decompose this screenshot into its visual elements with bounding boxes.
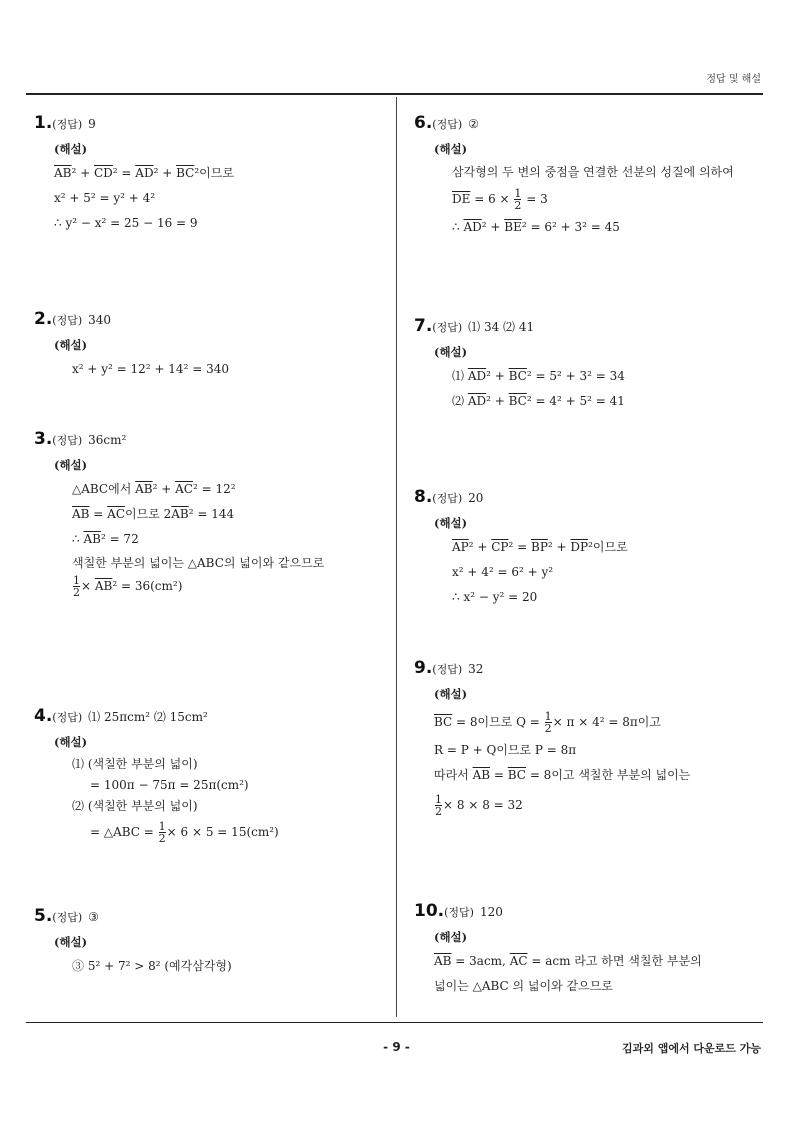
explanation-line: 따라서 $\overline{AB} = \overline{BC} = 8$이고 색칠한 부분의 넓이는 <box>434 768 691 782</box>
page-number: - 9 - <box>383 1040 410 1054</box>
explanation-line: ∴ x² − y² = 20 <box>452 590 538 604</box>
problem-number: 1. <box>34 113 53 133</box>
problem-1 <box>34 113 374 236</box>
explanation-line: △ABC에서 $\overline{AB}^2 + \overline{AC}^2 = 12^2$ <box>72 482 236 496</box>
answer-value: ⑴ 25πcm² ⑵ 15cm² <box>88 710 208 724</box>
explanation-label: (해설) <box>54 935 88 949</box>
explanation-line: ∴ $\overline{AB}^2 = 72$ <box>72 532 139 546</box>
explanation-line: R = P + Q이므로 P = 8π <box>434 743 577 757</box>
explanation-line: x² + 4² = 6² + y² <box>452 565 554 579</box>
explanation-label: (해설) <box>54 458 88 472</box>
explanation-line: ⑵ (색칠한 부분의 넓이) <box>72 799 198 813</box>
answer-value: 9 <box>88 117 96 131</box>
explanation-line: $\frac{1}{2}$ × 8 × 8 = 32 <box>435 793 523 818</box>
answer-label: (정답) <box>432 663 463 676</box>
footer-rule <box>26 1022 763 1023</box>
explanation-line: x² + y² = 12² + 14² = 340 <box>72 362 229 376</box>
header-title: 정답 및 해설 <box>706 74 761 85</box>
explanation-line: = 100π − 75π = 25π(cm²) <box>90 778 249 792</box>
explanation-label: (해설) <box>54 338 88 352</box>
fraction: $\frac{1}{2}$ <box>73 574 80 599</box>
explanation-line: 넓이는 △ABC 의 넓이와 같으므로 <box>434 979 613 993</box>
explanation-line: $\overline{AB} = 3acm$, $\overline{AC}$ = acm 라고 하면 색칠한 부분의 <box>434 954 702 968</box>
answer-value: 20 <box>468 491 484 505</box>
answer-label: (정답) <box>432 321 463 334</box>
answer-value: 120 <box>479 905 503 919</box>
problem-number: 6. <box>414 113 433 133</box>
fraction: $\frac{1}{2}$ <box>435 793 442 818</box>
answer-value: 340 <box>88 313 112 327</box>
answer-label: (정답) <box>444 906 474 919</box>
explanation-line: ⑵ $\overline{AD}^2 + \overline{BC}^2 = 4^2 + 5^2 = 41$ <box>452 394 625 408</box>
explanation-line: $\overline{AB} = \overline{AC}$이므로 $2\overline{AB}^2 = 144$ <box>72 507 235 521</box>
problem-2 <box>34 309 374 382</box>
problem-10 <box>414 901 754 999</box>
problem-number: 10. <box>414 901 445 921</box>
problem-6 <box>414 113 754 240</box>
explanation-line: ⑴ (색칠한 부분의 넓이) <box>72 757 198 771</box>
answer-label: (정답) <box>52 314 83 327</box>
answer-value: ② <box>468 117 479 131</box>
problem-number: 5. <box>34 906 53 926</box>
explanation-line: x² + 5² = y² + 4² <box>54 191 156 205</box>
answer-label: (정답) <box>52 118 83 131</box>
answer-label: (정답) <box>52 434 83 447</box>
fraction: $\frac{1}{2}$ <box>544 710 552 735</box>
answer-label: (정답) <box>432 118 463 131</box>
explanation-label: (해설) <box>434 687 468 701</box>
problem-9 <box>414 658 754 822</box>
explanation-label: (해설) <box>434 930 468 944</box>
answer-label: (정답) <box>52 711 83 724</box>
problem-number: 4. <box>34 706 53 726</box>
explanation-label: (해설) <box>434 142 468 156</box>
answer-value: ③ <box>88 910 99 924</box>
problem-number: 8. <box>414 487 433 507</box>
header-rule <box>26 93 763 95</box>
answer-label: (정답) <box>432 492 463 505</box>
explanation-line: $\frac{1}{2}$ × $\overline{AB}^2 = 36(cm^2)$ <box>73 574 183 599</box>
problem-5 <box>34 906 374 979</box>
answer-value: 36cm² <box>88 433 127 447</box>
problem-4 <box>34 706 374 847</box>
explanation-line: $\overline{BC} = 8$이므로 Q = $\frac{1}{2}$ × π × 4² = 8π이고 <box>434 710 661 735</box>
explanation-label: (해설) <box>434 516 468 530</box>
explanation-label: (해설) <box>54 142 88 156</box>
column-divider <box>396 97 397 1017</box>
explanation-label: (해설) <box>434 345 468 359</box>
problem-8 <box>414 487 754 610</box>
fraction: $\frac{1}{2}$ <box>158 820 166 845</box>
answer-label: (정답) <box>52 911 83 924</box>
explanation-line: ∴ y² − x² = 25 − 16 = 9 <box>54 216 198 230</box>
answer-value: 32 <box>468 662 484 676</box>
problem-number: 2. <box>34 309 53 329</box>
explanation-line: ⑴ $\overline{AD}^2 + \overline{BC}^2 = 5^2 + 3^2 = 34$ <box>452 369 625 383</box>
explanation-line: ∴ $\overline{AD}^2 + \overline{BE}^2 = 6^2 + 3^2 = 45$ <box>452 220 620 234</box>
problem-number: 9. <box>414 658 433 678</box>
problem-number: 3. <box>34 429 53 449</box>
fraction: $\frac{1}{2}$ <box>514 187 522 212</box>
problem-7 <box>414 316 754 414</box>
explanation-line: $\overline{AB}^2 + \overline{CD}^2 = \overline{AD}^2 + \overline{BC}^2$이므로 <box>54 166 234 180</box>
explanation-line: ③ 5² + 7² > 8² (예각삼각형) <box>72 959 232 973</box>
problem-3 <box>34 429 374 599</box>
answer-value: ⑴ 34 ⑵ 41 <box>468 320 535 334</box>
explanation-line: $\overline{AP}^2 + \overline{CP}^2 = \overline{BP}^2 + \overline{DP}^2$이므로 <box>452 540 628 554</box>
explanation-line: 삼각형의 두 변의 중점을 연결한 선분의 성질에 의하여 <box>452 165 734 179</box>
problem-number: 7. <box>414 316 433 336</box>
explanation-line: $\overline{DE} = 6$ × $\frac{1}{2}$ = 3 <box>452 187 548 212</box>
footer-note: 김과외 앱에서 다운로드 가능 <box>622 1042 761 1055</box>
explanation-line: = △ABC = $\frac{1}{2}$ × 6 × 5 = 15(cm²) <box>90 820 279 845</box>
explanation-line: 색칠한 부분의 넓이는 △ABC의 넓이와 같으므로 <box>72 556 325 570</box>
explanation-label: (해설) <box>54 735 88 749</box>
